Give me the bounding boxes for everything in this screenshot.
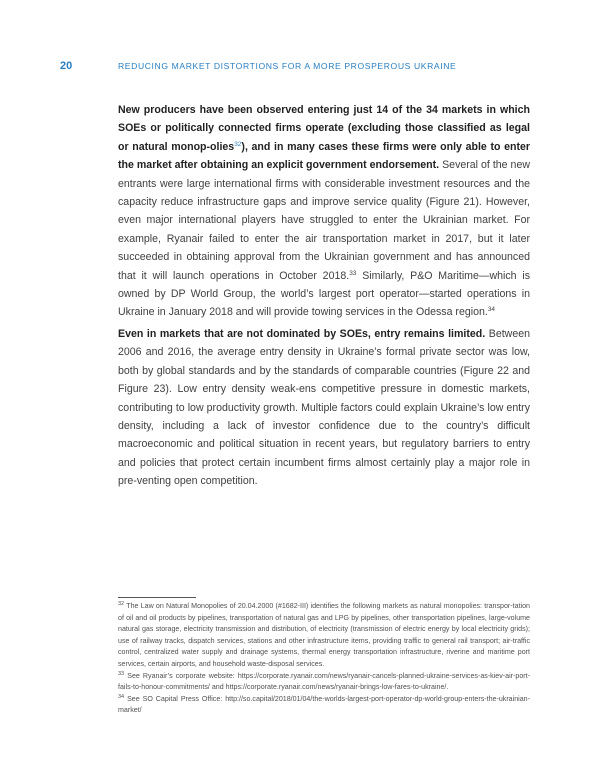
- footnote-text: See Ryanair’s corporate website: https://corporate.ryanair.com/news/ryanair-cancels-planned-ukraine-services-as-kiev-air-port-fails-to-honour-commitments/ and https://corporate.ryanair.com/news/ryanair-brings-low-fares-to-ukraine/.: [118, 671, 530, 692]
- footnote-number: 32: [118, 601, 125, 607]
- paragraph-text: Similarly, P&O Maritime—which is owned by DP World Group, the world’s largest port operator—started operations in Ukraine in January 2018 and will provide towing services in the Odessa region.: [118, 269, 530, 319]
- paragraph-lead-bold-continued: ), and in many cases these firms were only able to enter the market after obtaining an explicit government endorsement.: [118, 140, 530, 172]
- footnote-text: See SO Capital Press Office: http://so.capital/2018/01/04/the-worlds-largest-port-operator-dp-world-group-enters-the-ukrainian-market/: [118, 694, 530, 715]
- footnote-divider: [118, 597, 196, 598]
- footnote-32: [118, 601, 530, 671]
- footnote-ref-34[interactable]: 34: [487, 306, 496, 314]
- paragraph-new-producers: [118, 101, 530, 322]
- footnote-34: [118, 694, 530, 717]
- footnote-ref-32[interactable]: 32: [234, 140, 242, 148]
- paragraph-lead-bold: New producers have been observed entering just 14 of the 34 markets in which SOEs or politically connected firms operate (excluding those classified as legal or natural monop-olies: [118, 104, 530, 153]
- paragraph-text: Several of the new entrants were large international firms with considerable investment resources and the capacity reduce infrastructure gaps and improve service quality (Figure 21). However, even major international players have struggled to enter the Ukrainian market. For example, Ryanair failed to enter the air transportation market in 2017, but it later succeeded in obtaining approval from the Ukrainian government and has announced that it will launch operations in October 2018.: [118, 159, 530, 282]
- footnote-33: [118, 671, 530, 694]
- footnote-ref-33[interactable]: 33: [349, 269, 357, 277]
- running-title: REDUCING MARKET DISTORTIONS FOR A MORE PROSPEROUS UKRAINE: [118, 61, 457, 71]
- main-body: [118, 101, 530, 494]
- footnote-text: The Law on Natural Monopolies of 20.04.2000 (#1682-III) identifies the following markets as natural monopolies: transpor-tation of oil and oil products by pipelines, transportation of natural gas and LPG by pipelines, other transportation pipelines, large-volume natural gas storage, electricity transmission and distribution, of electricity (transmission of electric energy by local electricity grids); use of railway tracks, dispatch services, stations and other infrastructure items, providing traffic to general rail transport; air-traffic control, centralized water supply and drainage systems, thermal energy transportation infrastructure, riverine and maritime port services, certain airports, and household waste-disposal services.: [118, 602, 531, 668]
- page-header: [0, 60, 600, 74]
- footnote-number: 33: [118, 670, 125, 677]
- paragraph-entry-limited: [118, 325, 530, 491]
- page-number: 20: [60, 60, 73, 72]
- footnote-number: 34: [118, 693, 125, 700]
- paragraph-text: Between 2006 and 2016, the average entry density in Ukraine’s formal private sector was low, both by global standards and by the standards of comparable countries (Figure 22 and Figure 23). Low entry density weak-ens competitive pressure in domestic markets, contributing to low productivity growth. Multiple factors could explain Ukraine’s low entry density, including a lack of investor confidence due to the country’s difficult macroeconomic and political situation in recent years, but regulatory barriers to entry and policies that protect certain incumbent firms almost certainly play a major role in pre-venting open competition.: [118, 327, 531, 488]
- footnotes: [118, 601, 530, 717]
- paragraph-lead-bold: Even in markets that are not dominated by SOEs, entry remains limited.: [118, 327, 486, 340]
